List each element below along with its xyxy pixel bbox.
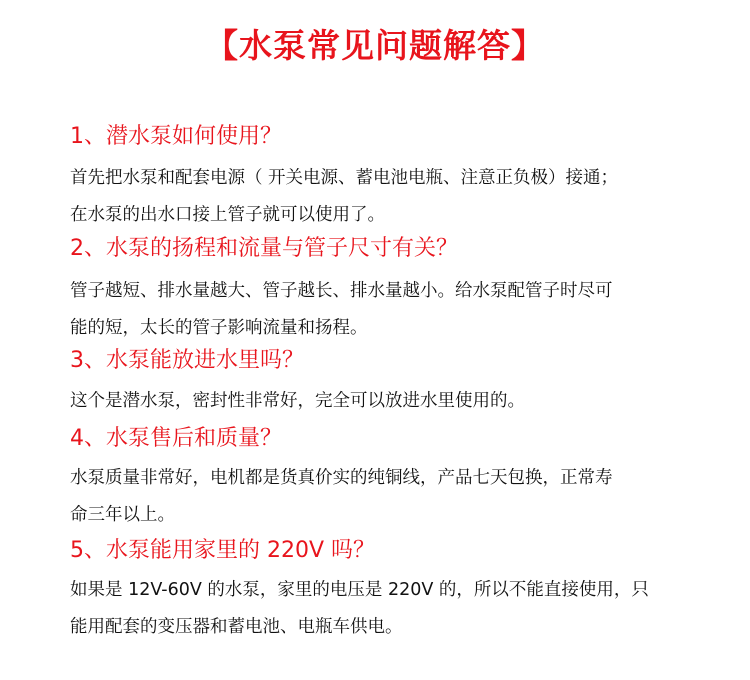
faq-answer-5-line-1: 如果是 12V-60V 的水泵，家里的电压是 220V 的，所以不能直接使用，只 bbox=[70, 580, 649, 600]
faq-answer-4-line-1: 水泵质量非常好，电机都是货真价实的纯铜线，产品七天包换，正常寿 bbox=[70, 468, 613, 488]
faq-answer-4-line-2: 命三年以上。 bbox=[70, 505, 175, 525]
faq-answer-2-line-2: 能的短，太长的管子影响流量和扬程。 bbox=[70, 318, 368, 338]
faq-question-2: 2、水泵的扬程和流量与管子尺寸有关？ bbox=[70, 236, 458, 261]
page-title: 【水泵常见问题解答】 bbox=[205, 26, 545, 65]
faq-answer-4 bbox=[70, 460, 700, 534]
faq-answer-3 bbox=[70, 383, 700, 420]
faq-answer-1-line-1: 首先把水泵和配套电源（ 开关电源、蓄电池电瓶、注意正负极）接通； bbox=[70, 168, 619, 188]
faq-answer-5 bbox=[70, 572, 700, 646]
faq-answer-5-line-2: 能用配套的变压器和蓄电池、电瓶车供电。 bbox=[70, 617, 403, 637]
faq-answer-3-line-1: 这个是潜水泵，密封性非常好，完全可以放进水里使用的。 bbox=[70, 391, 525, 411]
faq-answer-1-line-2: 在水泵的出水口接上管子就可以使用了。 bbox=[70, 205, 385, 225]
faq-question-1: 1、潜水泵如何使用？ bbox=[70, 124, 282, 149]
faq-answer-2-line-1: 管子越短、排水量越大、管子越长、排水量越小。给水泵配管子时尽可 bbox=[70, 281, 613, 301]
faq-question-4: 4、水泵售后和质量？ bbox=[70, 426, 282, 451]
faq-question-3: 3、水泵能放进水里吗？ bbox=[70, 348, 304, 373]
faq-answer-2 bbox=[70, 273, 700, 347]
faq-question-5: 5、水泵能用家里的 220V 吗？ bbox=[70, 538, 376, 563]
faq-answer-1 bbox=[70, 160, 700, 234]
